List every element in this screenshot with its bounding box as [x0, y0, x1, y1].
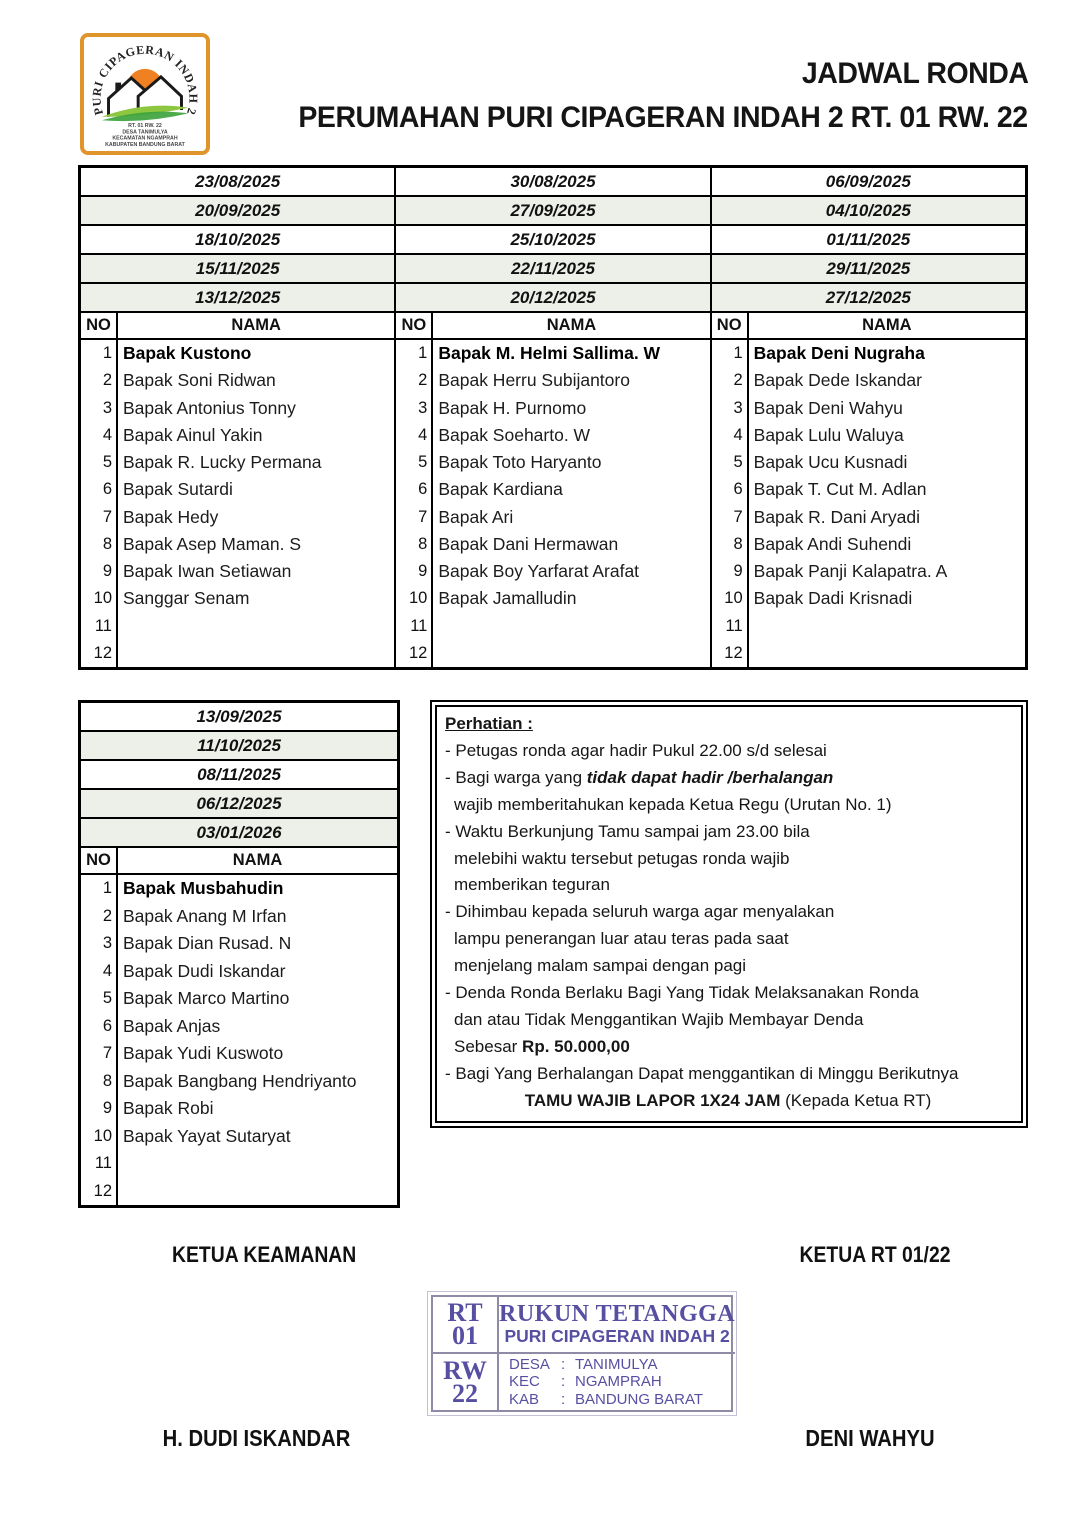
table-row [81, 1013, 397, 1041]
row-number: 8 [81, 1068, 118, 1096]
row-number: 2 [712, 367, 749, 394]
date-cell: 13/12/2025 [81, 284, 394, 313]
table-row [712, 613, 1025, 640]
ronda-schedule-table-extra [78, 700, 400, 1208]
row-name: Bapak Deni Wahyu [753, 397, 903, 418]
stamp-rw-number: 22 [452, 1378, 478, 1408]
row-number: 1 [81, 340, 118, 367]
table-row [712, 367, 1025, 394]
date-cell: 22/11/2025 [396, 255, 709, 284]
row-number: 4 [81, 958, 118, 986]
row-name: Bapak Robi [123, 1098, 214, 1119]
row-name: Bapak Lulu Waluya [753, 424, 904, 445]
row-name: Bapak Jamalludin [438, 588, 577, 609]
stamp-address-key: KEC [509, 1373, 540, 1390]
table-row [81, 1123, 397, 1151]
row-name: Bapak H. Purnomo [438, 397, 587, 418]
note-line [445, 926, 1011, 953]
table-row [396, 449, 709, 476]
note-segment: TAMU WAJIB LAPOR 1X24 JAM [524, 1090, 781, 1110]
row-number: 3 [81, 395, 118, 422]
note-line [445, 1034, 1011, 1061]
note-segment: wajib memberitahukan kepada Ketua Regu (Urutan No. 1) [454, 794, 892, 814]
note-line [445, 819, 1011, 846]
row-number: 5 [81, 985, 118, 1013]
row-name [433, 640, 709, 667]
row-name: Bapak Kustono [123, 343, 252, 364]
signature-name-right: DENI WAHYU [805, 1425, 935, 1451]
row-name: Bapak T. Cut M. Adlan [753, 479, 927, 500]
logo-sub-line-3: KECAMATAN NGAMPRAH [112, 135, 178, 142]
row-name: Bapak Dadi Krisnadi [753, 588, 913, 609]
row-number: 8 [81, 531, 118, 558]
table-row [81, 958, 397, 986]
table-row [81, 585, 394, 612]
table-row [396, 558, 709, 585]
row-number: 7 [712, 504, 749, 531]
row-number: 10 [81, 1123, 118, 1151]
table-row [81, 531, 394, 558]
row-number: 5 [712, 449, 749, 476]
table-row [81, 367, 394, 394]
table-row [81, 476, 394, 503]
row-name: Bapak Bangbang Hendriyanto [123, 1070, 357, 1091]
row-name: Bapak Antonius Tonny [123, 397, 296, 418]
row-number: 3 [712, 395, 749, 422]
row-number: 12 [81, 640, 118, 667]
note-segment: menjelang malam sampai dengan pagi [454, 956, 747, 976]
row-name: Bapak Musbahudin [123, 878, 284, 899]
signature-title-right: KETUA RT 01/22 [799, 1242, 951, 1267]
community-logo [80, 33, 210, 155]
row-number: 10 [81, 585, 118, 612]
date-cell: 18/10/2025 [81, 226, 394, 255]
table-row [396, 585, 709, 612]
table-row [396, 531, 709, 558]
row-name: Bapak R. Lucky Permana [123, 452, 322, 473]
notes-content [435, 705, 1023, 1123]
stamp-rt-label: RT [447, 1298, 483, 1328]
column-header-nama: NAMA [232, 851, 283, 869]
row-number: 9 [396, 558, 433, 585]
date-cell: 03/01/2026 [81, 819, 397, 848]
table-row [81, 1150, 397, 1178]
row-name: Bapak Asep Maman. S [123, 533, 302, 554]
row-number: 8 [396, 531, 433, 558]
table-header-row [81, 313, 394, 340]
table-row [81, 875, 397, 903]
row-number: 9 [712, 558, 749, 585]
stamp-rw-cell [433, 1354, 499, 1411]
table-row [712, 449, 1025, 476]
note-segment: - Bagi warga yang [445, 767, 587, 787]
row-name: Bapak Toto Haryanto [438, 452, 602, 473]
stamp-address-row [509, 1391, 703, 1409]
note-line [445, 738, 1011, 765]
table-row [81, 504, 394, 531]
column-header-no: NO [712, 313, 749, 338]
column-header-nama: NAMA [546, 316, 597, 334]
logo-sub-line-1: RT. 01 RW. 22 [128, 123, 162, 130]
row-name: Bapak Dani Hermawan [438, 533, 619, 554]
row-number: 1 [712, 340, 749, 367]
note-line [445, 899, 1011, 926]
stamp-address-key: KAB [509, 1390, 540, 1408]
table-row [712, 340, 1025, 367]
date-cell: 08/11/2025 [81, 761, 397, 790]
column-header-nama: NAMA [862, 316, 912, 334]
date-cell: 20/09/2025 [81, 197, 394, 226]
schedule-group-extra [81, 703, 397, 1205]
date-cell: 30/08/2025 [396, 168, 709, 197]
row-name: Bapak Marco Martino [123, 988, 290, 1009]
note-line [445, 980, 1011, 1007]
note-line [445, 1061, 1011, 1088]
row-name: Bapak Andi Suhendi [753, 533, 912, 554]
date-cell: 06/12/2025 [81, 790, 397, 819]
row-number: 1 [81, 875, 118, 903]
row-name: Bapak Ainul Yakin [123, 424, 263, 445]
note-segment: memberikan teguran [454, 875, 610, 895]
table-row [81, 449, 394, 476]
date-cell: 15/11/2025 [81, 255, 394, 284]
note-segment: dan atau Tidak Menggantikan Wajib Membayar Denda [454, 1009, 864, 1029]
row-name: Bapak Ucu Kusnadi [753, 452, 908, 473]
table-row [712, 531, 1025, 558]
table-header-row [81, 848, 397, 875]
table-row [712, 640, 1025, 667]
table-row [81, 640, 394, 667]
row-name: Bapak Kardiana [438, 479, 563, 500]
table-row [81, 1178, 397, 1206]
row-name: Bapak Dian Rusad. N [123, 933, 292, 954]
row-name [118, 1150, 397, 1178]
table-row [81, 340, 394, 367]
stamp-address-row [509, 1356, 658, 1374]
table-row [712, 585, 1025, 612]
row-name: Bapak Boy Yarfarat Arafat [438, 561, 640, 582]
date-cell: 04/10/2025 [712, 197, 1025, 226]
row-number: 7 [81, 504, 118, 531]
date-cell: 25/10/2025 [396, 226, 709, 255]
row-number: 7 [396, 504, 433, 531]
row-name: Bapak Ari [438, 506, 514, 527]
row-name: Bapak Hedy [123, 506, 219, 527]
table-row [81, 903, 397, 931]
stamp-org-line1: RUKUN TETANGGA [499, 1301, 736, 1328]
row-name: Bapak Anjas [123, 1015, 221, 1036]
row-number: 9 [81, 1095, 118, 1123]
row-name: Bapak Yayat Sutaryat [123, 1125, 291, 1146]
row-name: Bapak Dudi Iskandar [123, 960, 286, 981]
table-row [396, 504, 709, 531]
signature-name-left: H. DUDI ISKANDAR [162, 1425, 351, 1451]
table-row [81, 1068, 397, 1096]
ronda-schedule-table [78, 165, 1028, 670]
stamp-address-value: BANDUNG BARAT [575, 1390, 704, 1408]
row-number: 12 [712, 640, 749, 667]
row-name: Bapak Soeharto. W [438, 424, 591, 445]
column-header-no: NO [81, 848, 118, 873]
row-name: Sanggar Senam [123, 588, 250, 609]
date-cell: 01/11/2025 [712, 226, 1025, 255]
page-title [260, 52, 1028, 140]
table-header-row [396, 313, 709, 340]
notes-box [430, 700, 1028, 1128]
row-number: 2 [81, 367, 118, 394]
note-segment: - Denda Ronda Berlaku Bagi Yang Tidak Melaksanakan Ronda [445, 983, 919, 1003]
date-cell: 20/12/2025 [396, 284, 709, 313]
group-body [81, 340, 394, 667]
stamp-address-value: NGAMPRAH [575, 1373, 662, 1390]
row-number: 10 [712, 585, 749, 612]
row-name: Bapak Sutardi [123, 479, 233, 500]
note-line [445, 846, 1011, 873]
row-name [118, 613, 394, 640]
table-row [396, 613, 709, 640]
table-row [81, 558, 394, 585]
note-segment: - Dihimbau kepada seluruh warga agar menyalakan [445, 902, 835, 922]
note-segment: - Petugas ronda agar hadir Pukul 22.00 s/d selesai [445, 740, 827, 760]
stamp-address-row [509, 1373, 662, 1391]
logo-graphic [84, 37, 206, 151]
stamp-rt-number: 01 [452, 1321, 478, 1351]
date-cell: 11/10/2025 [81, 732, 397, 761]
column-header-no: NO [81, 313, 118, 338]
row-number: 2 [396, 367, 433, 394]
row-number: 4 [81, 422, 118, 449]
row-number: 3 [81, 930, 118, 958]
stamp-address-value: TANIMULYA [575, 1355, 658, 1373]
row-number: 4 [712, 422, 749, 449]
table-row [712, 395, 1025, 422]
table-row [712, 504, 1025, 531]
schedule-group-0 [81, 168, 396, 667]
note-line [445, 792, 1011, 819]
note-segment: tidak dapat hadir /berhalangan [586, 767, 834, 787]
table-row [396, 422, 709, 449]
stamp-address-cell [499, 1354, 735, 1411]
signature-title-left: KETUA KEAMANAN [172, 1242, 357, 1267]
table-row [712, 558, 1025, 585]
table-row [396, 476, 709, 503]
table-row [81, 1040, 397, 1068]
table-row [81, 395, 394, 422]
row-number: 2 [81, 903, 118, 931]
stamp-address-key: DESA [509, 1355, 550, 1373]
table-row [396, 367, 709, 394]
row-name [749, 613, 1025, 640]
row-number: 6 [81, 1013, 118, 1041]
stamp-address-sep: : [561, 1373, 566, 1390]
date-cell: 27/12/2025 [712, 284, 1025, 313]
table-row [712, 476, 1025, 503]
stamp-org-cell [499, 1297, 735, 1354]
group-body [396, 340, 709, 667]
stamp-rt-cell [433, 1297, 499, 1354]
logo-sub-line-4: KABUPATEN BANDUNG BARAT [105, 141, 185, 148]
column-header-no: NO [396, 313, 433, 338]
row-number: 1 [396, 340, 433, 367]
title-line-1: JADWAL RONDA [801, 57, 1028, 90]
stamp-org-line2: PURI CIPAGERAN INDAH 2 [504, 1326, 730, 1347]
stamp-rw-label: RW [443, 1355, 487, 1385]
row-name: Bapak Panji Kalapatra. A [753, 561, 948, 582]
date-cell: 06/09/2025 [712, 168, 1025, 197]
note-segment: Perhatian : [445, 714, 533, 733]
note-line [445, 765, 1011, 792]
row-number: 10 [396, 585, 433, 612]
row-number: 6 [712, 476, 749, 503]
note-segment: - Bagi Yang Berhalangan Dapat menggantikan di Minggu Berikutnya [445, 1063, 959, 1083]
note-segment: Sebesar [454, 1036, 523, 1056]
note-segment: (Kepada Ketua RT) [780, 1090, 932, 1110]
date-cell: 13/09/2025 [81, 703, 397, 732]
row-name: Bapak R. Dani Aryadi [753, 506, 920, 527]
column-header-nama: NAMA [231, 316, 281, 334]
group-body [712, 340, 1025, 667]
row-number: 5 [396, 449, 433, 476]
row-number: 11 [81, 1150, 118, 1178]
row-name: Bapak Anang M Irfan [123, 905, 287, 926]
row-name: Bapak Herru Subijantoro [438, 370, 630, 391]
table-row [81, 1095, 397, 1123]
note-line [445, 1007, 1011, 1034]
row-number: 3 [396, 395, 433, 422]
note-segment: lampu penerangan luar atau teras pada saat [454, 929, 789, 949]
row-number: 11 [712, 613, 749, 640]
group-body [81, 875, 397, 1205]
table-row [712, 422, 1025, 449]
table-header-row [712, 313, 1025, 340]
date-cell: 29/11/2025 [712, 255, 1025, 284]
row-number: 12 [396, 640, 433, 667]
date-cell: 27/09/2025 [396, 197, 709, 226]
row-name: Bapak Deni Nugraha [753, 343, 925, 364]
row-name: Bapak Yudi Kuswoto [123, 1043, 284, 1064]
note-line [445, 872, 1011, 899]
note-line [445, 711, 1011, 738]
table-row [81, 613, 394, 640]
row-number: 4 [396, 422, 433, 449]
row-number: 11 [396, 613, 433, 640]
row-name [118, 640, 394, 667]
logo-sub-line-2: DESA TANIMULYA [122, 129, 168, 136]
row-number: 7 [81, 1040, 118, 1068]
note-line [445, 1088, 1011, 1115]
row-number: 12 [81, 1178, 118, 1206]
row-number: 8 [712, 531, 749, 558]
table-row [396, 340, 709, 367]
table-row [396, 395, 709, 422]
stamp-address-sep: : [561, 1390, 566, 1408]
table-row [396, 640, 709, 667]
row-number: 5 [81, 449, 118, 476]
logo-arc-text: PURI CIPAGERAN INDAH 2 [89, 42, 201, 117]
row-name: Bapak Dede Iskandar [753, 370, 922, 391]
rt-stamp [431, 1295, 736, 1412]
note-segment: Rp. 50.000,00 [522, 1036, 630, 1056]
row-number: 6 [396, 476, 433, 503]
row-name [749, 640, 1025, 667]
note-segment: - Waktu Berkunjung Tamu sampai jam 23.00 bila [445, 821, 810, 841]
row-name [433, 613, 709, 640]
schedule-group-2 [712, 168, 1025, 667]
table-row [81, 422, 394, 449]
note-segment: melebihi waktu tersebut petugas ronda wajib [454, 848, 790, 868]
row-name: Bapak Soni Ridwan [123, 370, 276, 391]
table-row [81, 930, 397, 958]
title-line-2: PERUMAHAN PURI CIPAGERAN INDAH 2 RT. 01 RW. 22 [298, 101, 1028, 134]
schedule-group-1 [396, 168, 711, 667]
row-number: 9 [81, 558, 118, 585]
row-name [118, 1178, 397, 1206]
row-name: Bapak Iwan Setiawan [123, 561, 292, 582]
stamp-address-sep: : [561, 1355, 566, 1373]
date-cell: 23/08/2025 [81, 168, 394, 197]
note-line [445, 953, 1011, 980]
row-number: 6 [81, 476, 118, 503]
row-name: Bapak M. Helmi Sallima. W [438, 343, 661, 364]
table-row [81, 985, 397, 1013]
row-number: 11 [81, 613, 118, 640]
